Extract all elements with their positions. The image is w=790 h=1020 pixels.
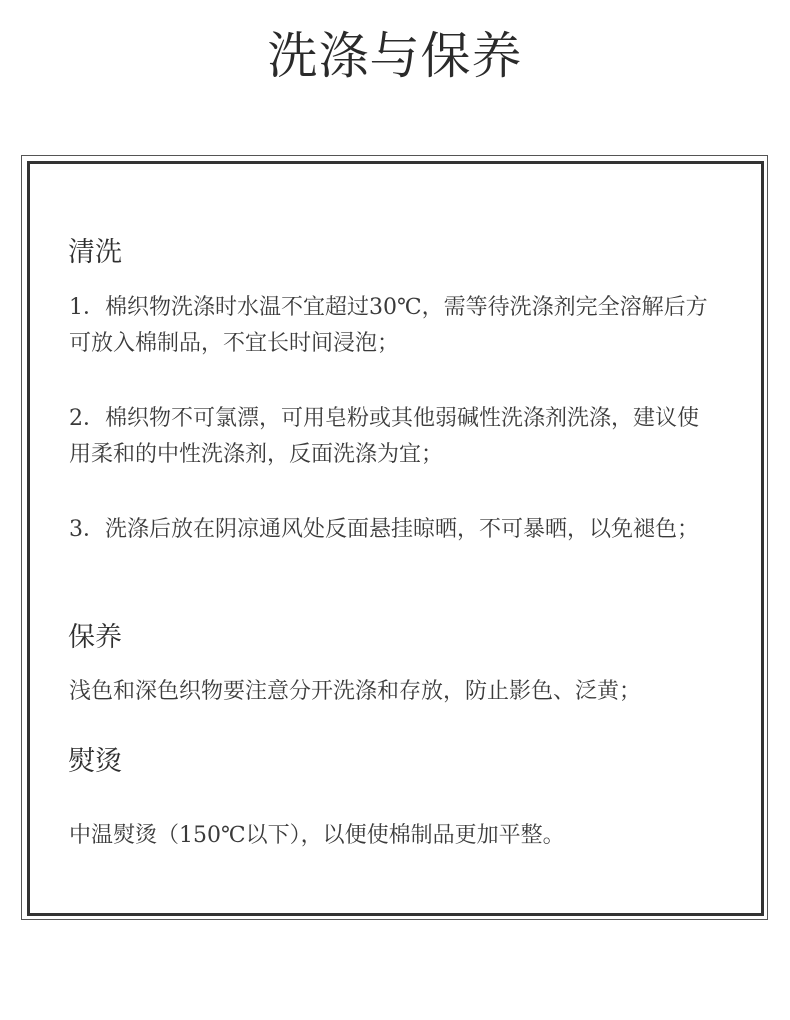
section-heading-ironing: 熨烫 — [68, 746, 122, 777]
section-heading-washing: 清洗 — [68, 237, 122, 268]
washing-item-2: 2．棉织物不可氯漂，可用皂粉或其他弱碱性洗涤剂洗涤，建议使用柔和的中性洗涤剂，反面洗涤为宜； — [69, 406, 699, 467]
ironing-item-1: 中温熨烫（150℃以下），以便使棉制品更加平整。 — [69, 823, 565, 848]
section-heading-care: 保养 — [68, 622, 122, 653]
page-title: 洗涤与保养 — [267, 27, 523, 85]
care-item-1: 浅色和深色织物要注意分开洗涤和存放，防止影色、泛黄； — [69, 679, 642, 704]
washing-item-1: 1．棉织物洗涤时水温不宜超过30℃，需等待洗涤剂完全溶解后方可放入棉制品，不宜长时间浸泡； — [69, 295, 708, 356]
washing-item-3: 3．洗涤后放在阴凉通风处反面悬挂晾晒，不可暴晒，以免褪色； — [69, 517, 699, 542]
